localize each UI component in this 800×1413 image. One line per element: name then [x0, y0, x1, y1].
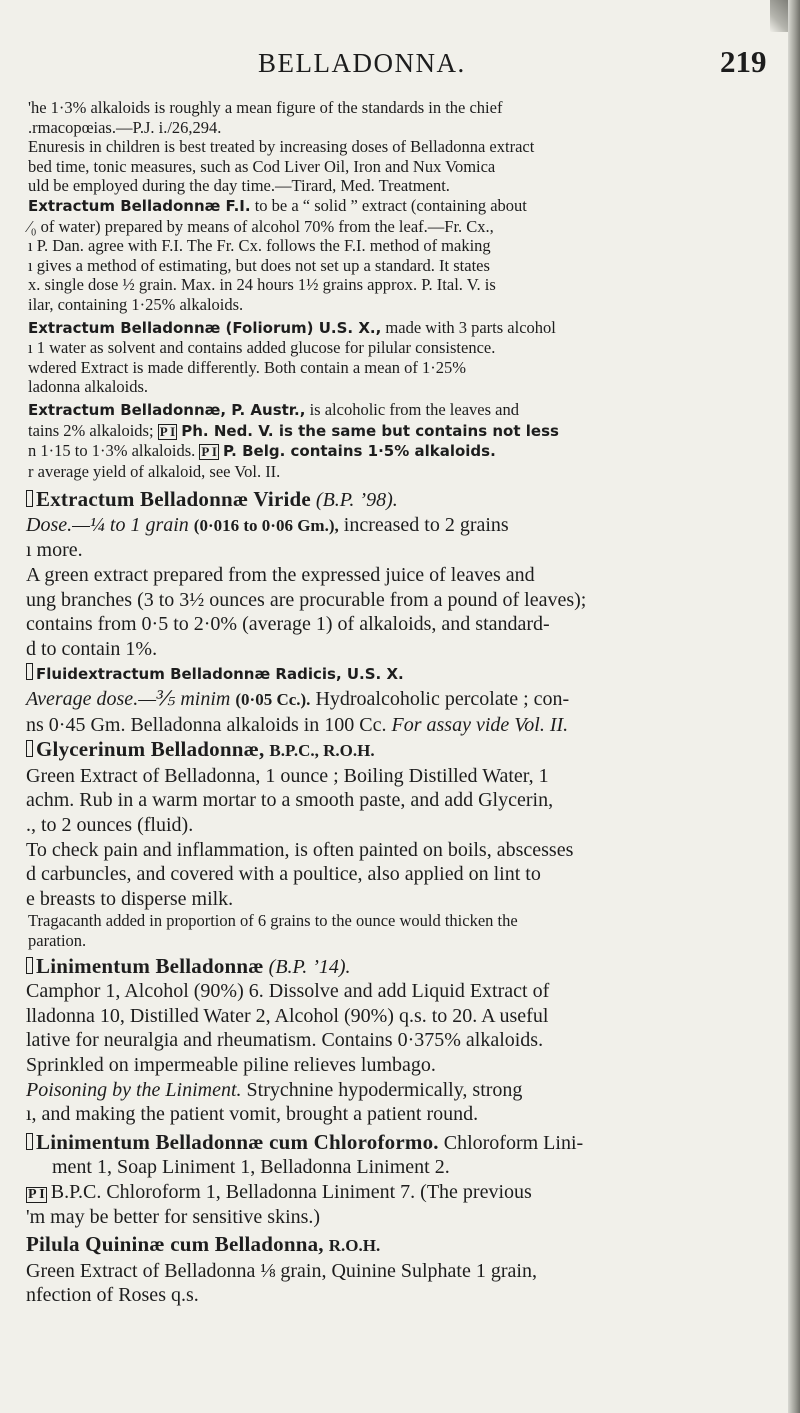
pi-mark-icon: P I [201, 444, 217, 460]
text-line: ilar, containing 1·25% alkaloids. [28, 294, 244, 314]
text-line [0, 441, 785, 462]
entry-heading: Extractum Belladonnæ F.I. [28, 196, 251, 215]
bracket-mark-icon [26, 1133, 33, 1150]
entry-glycerinum [0, 737, 785, 764]
text-span: tains 2% alkaloids; [28, 420, 154, 440]
entry-heading: Glycerinum Belladonnæ, [36, 737, 265, 762]
text-span: (B.P. ’98). [315, 489, 398, 512]
text-line: contains from 0·5 to 2·0% (average 1) of alkaloids, and standard- [26, 613, 550, 636]
text-span: P. Belg. contains 1·5% alkaloids. [222, 442, 496, 461]
text-span: Chloroform Lini- [443, 1131, 584, 1154]
text-line: ı P. Dan. agree with F.I. The Fr. Cx. follows the F.I. method of making [28, 236, 491, 256]
entry-pilula [0, 1232, 785, 1259]
text-line: Sprinkled on impermeable piline relieves lumbago. [26, 1053, 436, 1076]
bracket-mark-icon [26, 663, 33, 680]
text-line: e breasts to disperse milk. [26, 887, 234, 910]
text-line [0, 1078, 785, 1103]
entry-extractum-austr [0, 400, 785, 421]
entry-extractum-foliorum [0, 318, 785, 339]
text-line: 'm may be better for sensitive skins.) [26, 1205, 321, 1228]
entry-heading: Extractum Belladonnæ Viride [36, 487, 311, 512]
text-span: made with 3 parts alcohol [385, 317, 556, 337]
text-span: B.P.C. Chloroform 1, Belladonna Liniment 7. (The previous [50, 1180, 532, 1203]
entry-heading: Pilula Quininæ cum Belladonna, [26, 1232, 324, 1257]
text-line: Green Extract of Belladonna ⅛ grain, Quinine Sulphate 1 grain, [26, 1259, 537, 1282]
page-body [0, 98, 785, 1308]
text-line: ment 1, Soap Liniment 1, Belladonna Liniment 2. [52, 1156, 450, 1179]
text-span: (0·05 Cc.). [235, 690, 311, 710]
entry-extractum-fi [0, 196, 785, 217]
text-span: Dose.—¼ to 1 grain [26, 513, 189, 536]
text-line: 'he 1·3% alkaloids is roughly a mean figure of the standards in the chief [28, 98, 503, 117]
entry-linimentum-chloroformo [0, 1130, 785, 1156]
text-line: Tragacanth added in proportion of 6 grains to the ounce would thicken the [28, 911, 518, 931]
text-line: Green Extract of Belladonna, 1 ounce ; Boiling Distilled Water, 1 [26, 764, 549, 787]
text-span: Strychnine hypodermically, strong [246, 1078, 523, 1101]
pi-mark-icon: P I [28, 1186, 45, 1202]
text-line: d to contain 1%. [26, 637, 158, 660]
text-line: ung branches (3 to 3½ ounces are procurable from a pound of leaves); [26, 588, 587, 611]
page-number: 219 [720, 44, 767, 79]
text-line: x. single dose ½ grain. Max. in 24 hours 1½ grains approx. P. Ital. V. is [28, 275, 496, 295]
entry-heading: Extractum Belladonnæ (Foliorum) U.S. X., [28, 318, 382, 337]
bracket-mark-icon [26, 957, 33, 974]
text-line: bed time, tonic measures, such as Cod Liver Oil, Iron and Nux Vomica [28, 156, 496, 176]
text-span: (B.P. ’14). [268, 955, 351, 978]
text-span: (0·016 to 0·06 Gm.), [193, 515, 339, 535]
text-span: increased to 2 grains [343, 513, 509, 536]
text-span: Ph. Ned. V. is the same but contains not less [181, 421, 559, 440]
text-span: is alcoholic from the leaves and [309, 399, 519, 419]
entry-extractum-viride [0, 487, 785, 513]
entry-heading: Linimentum Belladonnæ cum Chloroformo. [36, 1129, 439, 1154]
text-span: to be a “ solid ” extract (containing about [254, 195, 527, 215]
text-line: ı gives a method of estimating, but does not set up a standard. It states [28, 255, 490, 275]
text-line: To check pain and inflammation, is often painted on boils, abscesses [26, 838, 574, 861]
text-line: lladonna 10, Distilled Water 2, Alcohol (90%) q.s. to 20. A useful [26, 1004, 549, 1027]
text-span: For assay vide Vol. II. [391, 713, 569, 736]
bracket-mark-icon [26, 740, 33, 757]
pi-mark-icon: P I [159, 423, 176, 439]
text-span: R.O.H. [328, 1236, 381, 1256]
text-line: lative for neuralgia and rheumatism. Contains 0·375% alkaloids. [26, 1029, 544, 1052]
entry-linimentum [0, 954, 785, 980]
text-line: r average yield of alkaloid, see Vol. II. [28, 461, 281, 481]
page-edge-shadow [788, 0, 800, 1413]
entry-heading: Extractum Belladonnæ, P. Austr., [28, 400, 306, 419]
text-line: ı 1 water as solvent and contains added glucose for pilular consistence. [28, 338, 496, 358]
dose-line [0, 513, 785, 539]
text-span: ns 0·45 Gm. Belladonna alkaloids in 100 Cc. [26, 713, 387, 736]
text-line [0, 421, 785, 442]
text-line: Camphor 1, Alcohol (90%) 6. Dissolve and add Liquid Extract of [26, 980, 550, 1003]
text-line [0, 1180, 785, 1205]
running-title: BELLADONNA. [258, 48, 466, 78]
bracket-mark-icon [26, 490, 33, 507]
running-header [0, 44, 800, 84]
text-span: Poisoning by the Liniment. [26, 1078, 242, 1101]
text-line: paration. [28, 930, 87, 950]
text-line: ladonna alkaloids. [28, 377, 149, 397]
text-line: ı, and making the patient vomit, brought a patient round. [26, 1103, 479, 1126]
text-line: ., to 2 ounces (fluid). [26, 814, 194, 836]
text-line: uld be employed during the day time.—Tirard, Med. Treatment. [28, 176, 450, 196]
text-line: nfection of Roses q.s. [26, 1284, 199, 1307]
text-line: Enuresis in children is best treated by increasing doses of Belladonna extract [28, 137, 535, 157]
entry-heading: Fluidextractum Belladonnæ Radicis, U.S. X. [36, 665, 404, 684]
text-line: achm. Rub in a warm mortar to a smooth paste, and add Glycerin, [26, 789, 554, 812]
text-span: Average dose.—⅗ minim [26, 688, 231, 711]
text-line: ı more. [26, 539, 83, 562]
text-line: d carbuncles, and covered with a poultice, also applied on lint to [26, 863, 541, 886]
text-span: B.P.C., R.O.H. [269, 741, 375, 761]
text-line: .rmacopœias.—P.J. i./26,294. [28, 117, 222, 137]
dose-line [0, 687, 785, 713]
text-line: A green extract prepared from the expressed juice of leaves and [26, 564, 535, 587]
text-span: n 1·15 to 1·3% alkaloids. [28, 441, 196, 461]
text-line: ⁄₀ of water) prepared by means of alcohol 70% from the leaf.—Fr. Cx., [28, 216, 494, 236]
entry-fluidextractum [0, 661, 785, 687]
text-line [0, 713, 785, 738]
text-span: Hydroalcoholic percolate ; con- [315, 688, 570, 711]
entry-heading: Linimentum Belladonnæ [36, 953, 264, 978]
text-line: wdered Extract is made differently. Both contain a mean of 1·25% [28, 357, 467, 377]
